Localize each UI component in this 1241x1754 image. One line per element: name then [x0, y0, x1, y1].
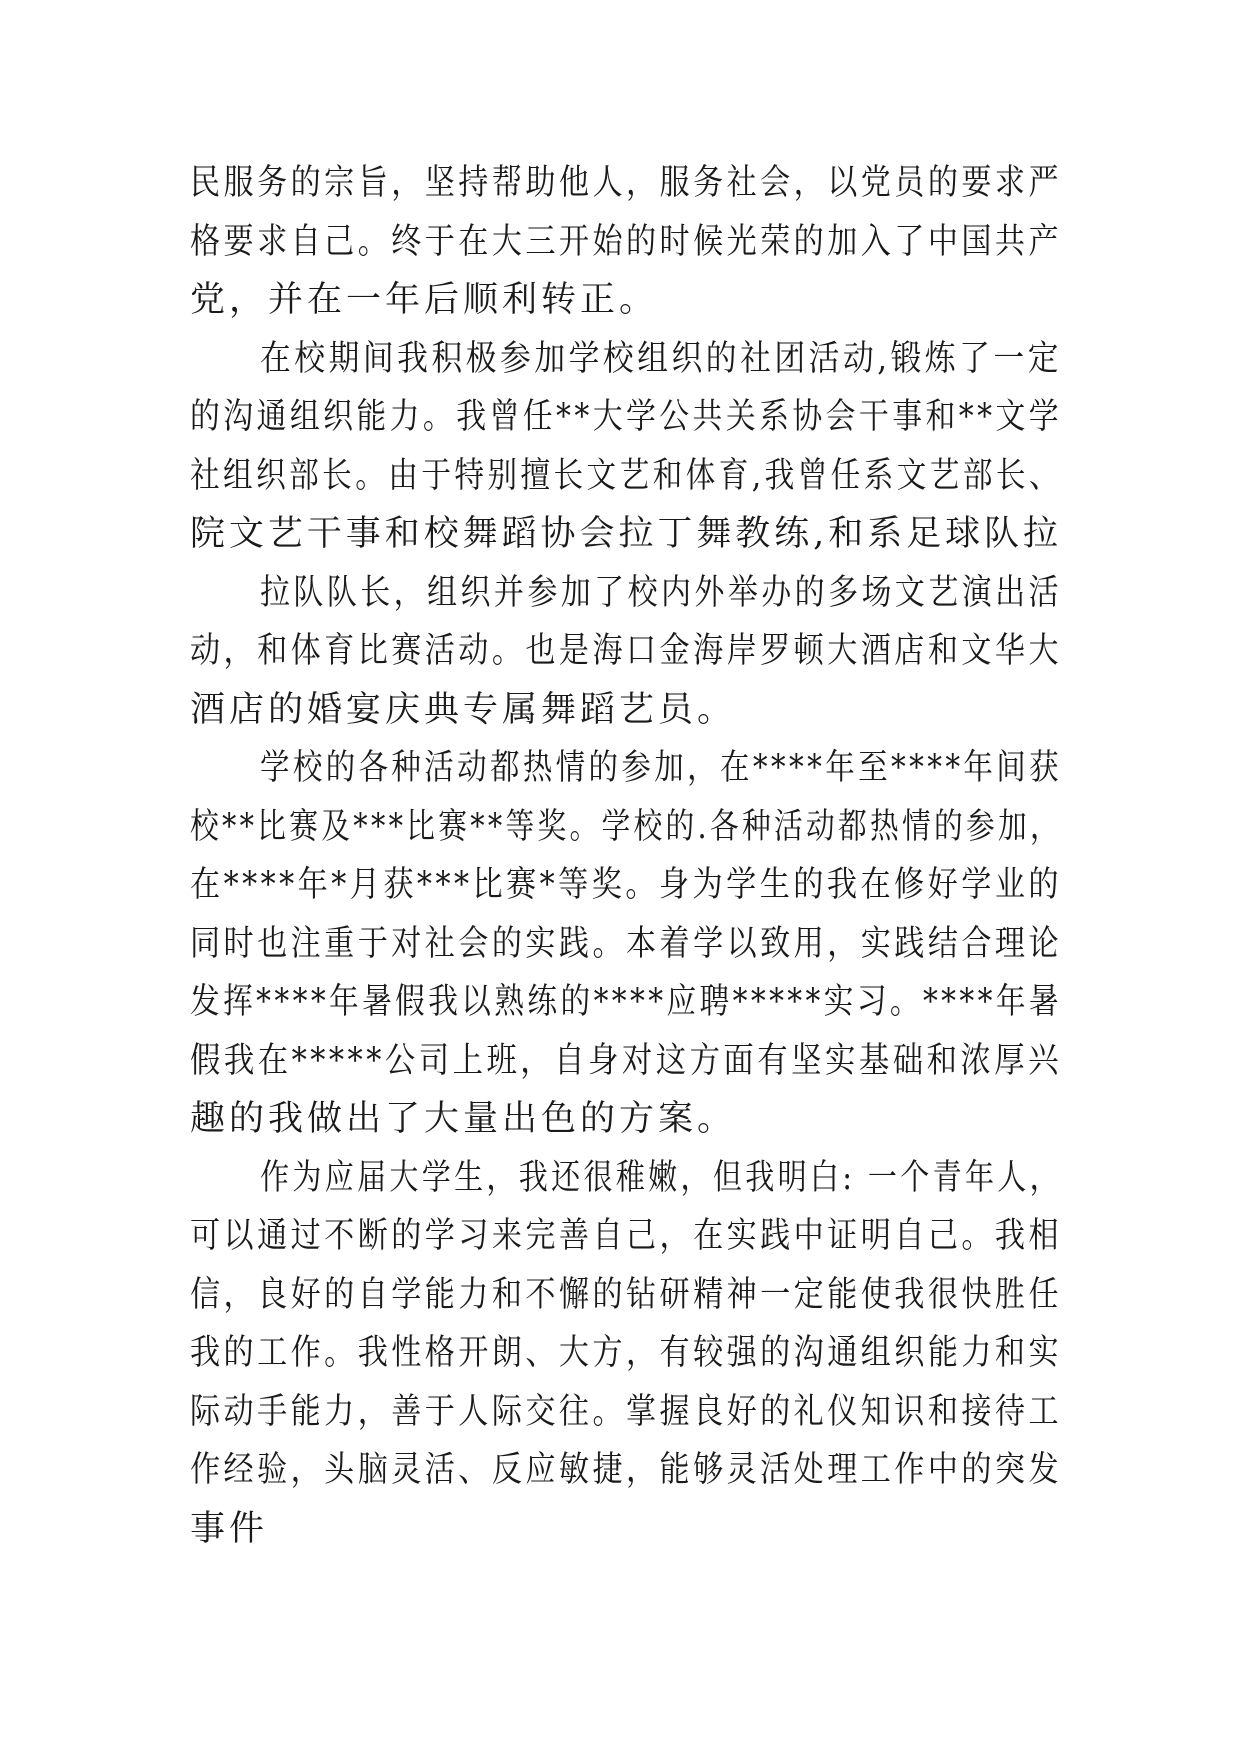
text-line: 党，并在一年后顺利转正。 — [190, 280, 659, 320]
text-line: 学校的各种活动都热情的参加，在****年至****年间获 — [260, 748, 1062, 788]
text-line: 动，和体育比赛活动。也是海口金海岸罗顿大酒店和文华大 — [190, 631, 1062, 671]
text-line: 社组织部长。由于特别擅长文艺和体育,我曾任系文艺部长、 — [190, 455, 1062, 496]
text-line: 酒店的婚宴庆典专属舞蹈艺员。 — [190, 689, 737, 730]
text-line: 拉队队长，组织并参加了校内外举办的多场文艺演出活 — [260, 572, 1062, 613]
text-line: 在****年*月获***比赛*等奖。身为学生的我在修好学业的 — [190, 865, 1062, 905]
text-line: 我的工作。我性格开朗、大方，有较强的沟通组织能力和实 — [190, 1333, 1062, 1373]
text-line: 同时也注重于对社会的实践。本着学以致用，实践结合理论 — [190, 923, 1062, 964]
text-line: 的沟通组织能力。我曾任**大学公共关系协会干事和**文学 — [190, 397, 1062, 437]
text-line: 可以通过不断的学习来完善自己，在实践中证明自己。我相 — [190, 1216, 1062, 1256]
text-line: 假我在*****公司上班，自身对这方面有坚实基础和浓厚兴 — [190, 1040, 1062, 1081]
text-line: 发挥****年暑假我以熟练的****应聘*****实习。****年暑 — [190, 982, 1062, 1022]
text-line: 院文艺干事和校舞蹈协会拉丁舞教练,和系足球队拉 — [190, 514, 1062, 554]
text-line: 趣的我做出了大量出色的方案。 — [190, 1099, 737, 1139]
text-line: 作为应届大学生，我还很稚嫩，但我明白: 一个青年人， — [260, 1157, 1062, 1198]
text-line: 格要求自己。终于在大三开始的时候光荣的加入了中国共产 — [190, 221, 1062, 262]
text-line: 在校期间我积极参加学校组织的社团活动,锻炼了一定 — [260, 338, 1062, 379]
text-line: 作经验，头脑灵活、反应敏捷，能够灵活处理工作中的突发 — [190, 1450, 1062, 1490]
document-body — [190, 154, 1062, 1558]
text-line: 校**比赛及***比赛**等奖。学校的.各种活动都热情的参加， — [190, 806, 1062, 847]
text-line: 际动手能力，善于人际交往。掌握良好的礼仪知识和接待工 — [190, 1391, 1062, 1432]
text-line: 信，良好的自学能力和不懈的钻研精神一定能使我很快胜任 — [190, 1274, 1062, 1315]
text-line: 民服务的宗旨，坚持帮助他人，服务社会，以党员的要求严 — [190, 163, 1062, 203]
text-line: 事件 — [190, 1508, 269, 1549]
